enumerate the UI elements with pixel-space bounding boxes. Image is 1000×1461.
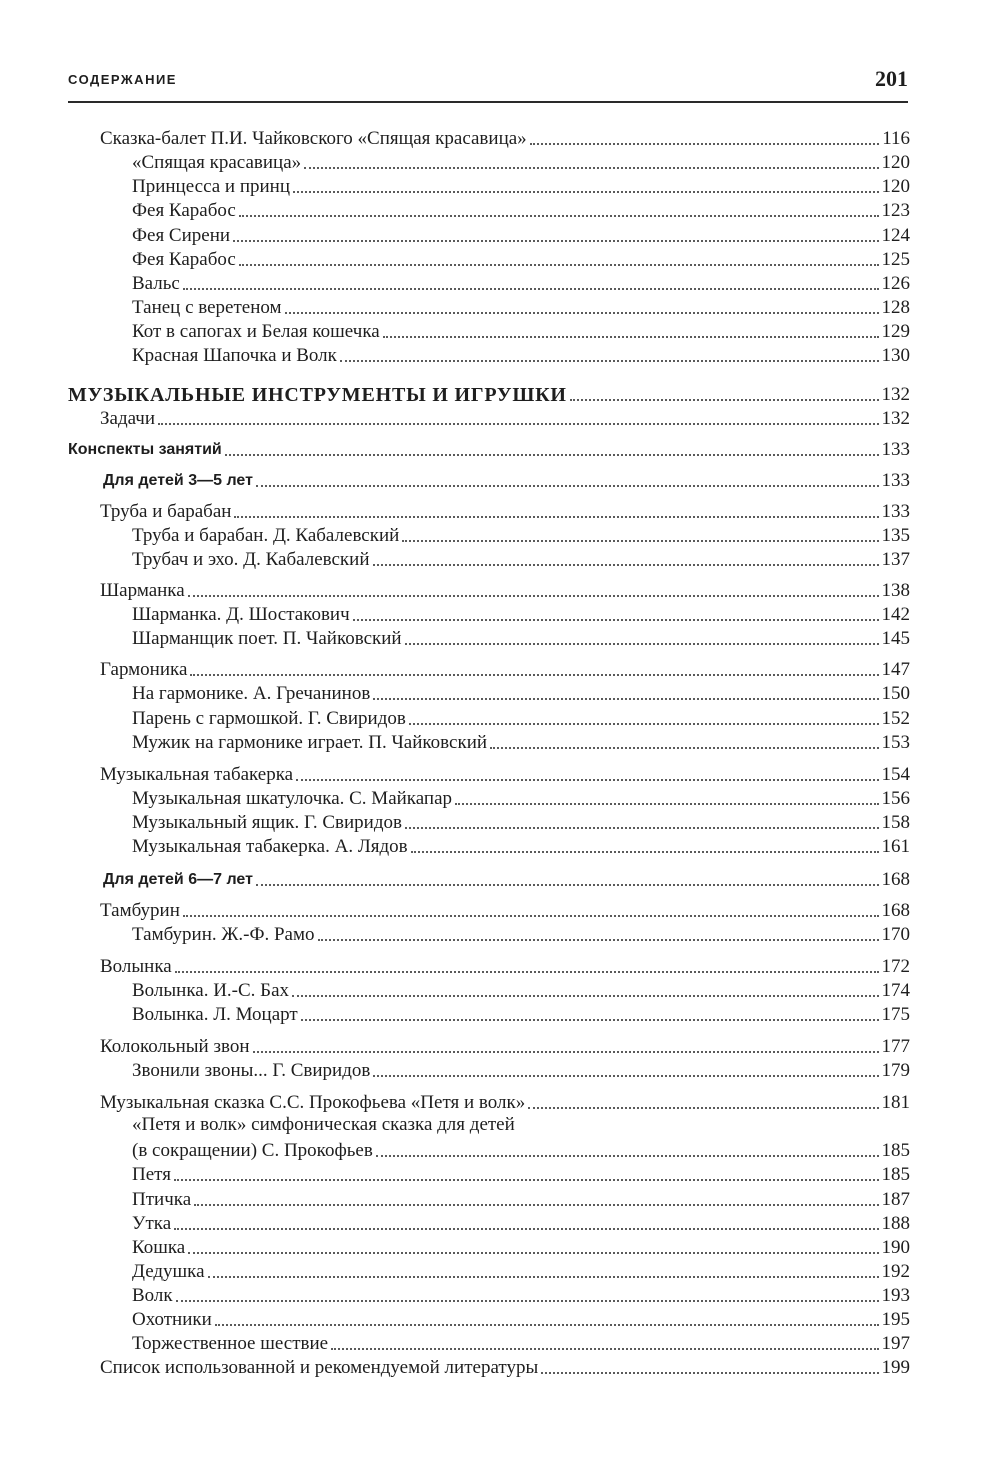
dot-leader <box>188 595 879 597</box>
toc-entry <box>132 343 910 367</box>
dot-leader <box>233 240 878 242</box>
toc-entry-page: 133 <box>881 501 910 522</box>
toc-entry <box>132 1211 910 1235</box>
toc-entry-page: 181 <box>881 1092 910 1113</box>
dot-leader <box>373 1075 878 1077</box>
toc-entry <box>100 898 910 922</box>
toc-entry-page: 168 <box>881 900 910 921</box>
dot-leader <box>528 1107 878 1109</box>
dot-leader <box>285 312 879 314</box>
dot-leader <box>292 995 878 997</box>
dot-leader <box>234 516 878 518</box>
toc-entry <box>132 1114 910 1138</box>
toc-entry-title: Музыкальная табакерка. А. Лядов <box>132 836 408 857</box>
dot-leader <box>158 423 878 425</box>
toc-entry <box>132 1002 910 1026</box>
toc-entry-page: 197 <box>881 1333 910 1354</box>
toc-entry <box>100 406 910 430</box>
toc-entry-page: 195 <box>881 1309 910 1330</box>
dot-leader <box>353 619 879 621</box>
dot-leader <box>318 939 879 941</box>
toc-entry-title: Охотники <box>132 1309 212 1330</box>
toc-entry-page: 193 <box>881 1285 910 1306</box>
page-number: 201 <box>875 66 908 91</box>
dot-leader <box>296 779 878 781</box>
toc-entry-title: Шарманка. Д. Шостакович <box>132 604 350 625</box>
dot-leader <box>239 264 879 266</box>
toc-entry-page: 132 <box>881 408 910 429</box>
toc-entry-title: Трубач и эхо. Д. Кабалевский <box>132 549 370 570</box>
dot-leader <box>253 1051 879 1053</box>
toc-entry-title: Торжественное шествие <box>132 1333 329 1354</box>
toc-subsection-heading <box>68 437 910 461</box>
toc-entry-title: «Петя и волк» симфоническая сказка для детей <box>132 1114 515 1135</box>
dot-leader <box>331 1348 878 1350</box>
toc-entry-title: Конспекты занятий <box>68 441 222 458</box>
toc-entry-title: Колокольный звон <box>100 1036 250 1057</box>
toc-entry-title: Шарманка <box>100 580 185 601</box>
dot-leader <box>373 564 879 566</box>
toc-entry-page: 156 <box>881 788 910 809</box>
toc-entry-page: 192 <box>881 1261 910 1282</box>
toc-entry-title: Петя <box>132 1164 171 1185</box>
dot-leader <box>490 747 878 749</box>
toc-entry-page: 158 <box>881 812 910 833</box>
toc-entry <box>100 954 910 978</box>
toc-entry-page: 137 <box>881 549 910 570</box>
toc-entry-title: Дедушка <box>132 1261 205 1282</box>
toc-entry-page: 124 <box>881 225 910 246</box>
toc-entry-page: 126 <box>881 273 910 294</box>
toc-entry-title: (в сокращении) С. Прокофьев <box>132 1140 373 1161</box>
toc-entry <box>132 681 910 705</box>
toc-entry <box>132 706 910 730</box>
toc-entry-title: Волынка <box>100 956 172 977</box>
dot-leader <box>340 360 879 362</box>
toc-entry <box>100 762 910 786</box>
toc-entry-title: Труба и барабан <box>100 501 232 522</box>
toc-entry <box>132 1187 910 1211</box>
toc-entry-page: 147 <box>881 659 910 680</box>
toc-entry-page: 168 <box>881 869 910 890</box>
toc-entry-page: 138 <box>881 580 910 601</box>
toc-entry <box>132 1331 910 1355</box>
toc-entry-page: 129 <box>881 321 910 342</box>
toc-entry-page: 120 <box>881 152 910 173</box>
dot-leader <box>373 698 878 700</box>
toc-entry <box>132 271 910 295</box>
dot-leader <box>174 1228 878 1230</box>
toc-entry <box>132 1162 910 1186</box>
toc-entry-title: МУЗЫКАЛЬНЫЕ ИНСТРУМЕНТЫ И ИГРУШКИ <box>68 384 567 406</box>
dot-leader <box>293 191 878 193</box>
toc-entry-title: Принцесса и принц <box>132 176 291 197</box>
dot-leader <box>208 1276 879 1278</box>
toc-entry-page: 185 <box>881 1140 910 1161</box>
toc-entry-title: Фея Карабос <box>132 200 236 221</box>
toc-entry-title: Музыкальная табакерка <box>100 764 294 785</box>
toc-entry-page: 199 <box>881 1357 910 1378</box>
toc-entry-title: «Спящая красавица» <box>132 152 302 173</box>
dot-leader <box>175 971 879 973</box>
toc-entry-page: 187 <box>881 1189 910 1210</box>
toc-entry-page: 152 <box>881 708 910 729</box>
toc-entry <box>100 1355 910 1379</box>
toc-entry <box>132 626 910 650</box>
toc-entry-page: 120 <box>881 176 910 197</box>
toc-entry-title: Шарманщик поет. П. Чайковский <box>132 628 402 649</box>
toc-entry <box>132 1307 910 1331</box>
dot-leader <box>190 674 878 676</box>
toc-entry-page: 177 <box>881 1036 910 1057</box>
dot-leader <box>541 1372 878 1374</box>
toc-entry-page: 128 <box>881 297 910 318</box>
toc-entry <box>100 578 910 602</box>
toc-entry <box>132 1235 910 1259</box>
dot-leader <box>174 1179 879 1181</box>
toc-entry-page: 135 <box>881 525 910 546</box>
toc-entry-page: 185 <box>881 1164 910 1185</box>
toc-entry-page: 142 <box>881 604 910 625</box>
toc-entry-page: 116 <box>882 128 910 149</box>
toc-entry-title: Мужик на гармонике играет. П. Чайковский <box>132 732 488 753</box>
toc-entry-page: 154 <box>881 764 910 785</box>
toc-entry-page: 161 <box>881 836 910 857</box>
toc-entry <box>132 922 910 946</box>
dot-leader <box>256 884 879 886</box>
toc-entry-title: Волынка. Л. Моцарт <box>132 1004 298 1025</box>
toc-entry-title: Музыкальная шкатулочка. С. Майкапар <box>132 788 453 809</box>
toc-entry <box>100 657 910 681</box>
toc-entry <box>132 1058 910 1082</box>
toc-entry <box>132 523 910 547</box>
toc-entry <box>132 174 910 198</box>
dot-leader <box>183 288 879 290</box>
dot-leader <box>194 1204 878 1206</box>
dot-leader <box>405 827 879 829</box>
dot-leader <box>405 643 879 645</box>
toc-entry-title: Для детей 6—7 лет <box>103 871 253 888</box>
toc-entry <box>132 547 910 571</box>
toc-age-heading <box>103 867 910 891</box>
dot-leader <box>225 454 879 456</box>
toc-section-heading <box>68 382 910 406</box>
toc-entry <box>132 1138 910 1162</box>
toc-entry <box>132 1283 910 1307</box>
toc-entry-title: Для детей 3—5 лет <box>103 472 253 489</box>
dot-leader <box>383 336 879 338</box>
toc-entry-page: 174 <box>881 980 910 1001</box>
dot-leader <box>570 399 879 401</box>
toc-entry <box>132 834 910 858</box>
toc-entry <box>100 126 910 150</box>
dot-leader <box>411 851 879 853</box>
toc-entry-title: Гармоника <box>100 659 188 680</box>
toc-entry-page: 123 <box>881 200 910 221</box>
toc-entry <box>100 1090 910 1114</box>
toc-entry-title: Музыкальный ящик. Г. Свиридов <box>132 812 402 833</box>
running-title: СОДЕРЖАНИЕ <box>68 72 177 87</box>
dot-leader <box>376 1155 879 1157</box>
dot-leader <box>455 803 878 805</box>
toc-entry-title: Птичка <box>132 1189 192 1210</box>
toc-entry <box>132 295 910 319</box>
toc-entry <box>100 1034 910 1058</box>
toc-entry <box>132 150 910 174</box>
dot-leader <box>409 723 879 725</box>
dot-leader <box>304 167 878 169</box>
toc-entry <box>132 198 910 222</box>
toc-entry-title: Красная Шапочка и Волк <box>132 345 337 366</box>
toc-entry <box>132 223 910 247</box>
toc-entry <box>132 810 910 834</box>
toc-entry-page: 125 <box>881 249 910 270</box>
toc-entry <box>132 602 910 626</box>
toc-entry-page: 130 <box>881 345 910 366</box>
toc-entry-title: Сказка-балет П.И. Чайковского «Спящая красавица» <box>100 128 527 149</box>
dot-leader <box>402 540 878 542</box>
toc-entry-title: Волк <box>132 1285 173 1306</box>
toc-entry-page: 172 <box>881 956 910 977</box>
toc-entry <box>132 247 910 271</box>
toc-entry-page: 190 <box>881 1237 910 1258</box>
toc-entry-page: 133 <box>881 470 910 491</box>
dot-leader <box>239 215 879 217</box>
toc-entry-title: Кот в сапогах и Белая кошечка <box>132 321 380 342</box>
toc-entry-title: На гармонике. А. Гречанинов <box>132 683 371 704</box>
toc-entry <box>132 1259 910 1283</box>
toc-entry-page: 188 <box>881 1213 910 1234</box>
dot-leader <box>256 485 879 487</box>
toc-age-heading <box>103 468 910 492</box>
toc-entry-title: Фея Карабос <box>132 249 236 270</box>
toc-entry-title: Музыкальная сказка С.С. Прокофьева «Петя и волк» <box>100 1092 526 1113</box>
toc-entry-page: 170 <box>881 924 910 945</box>
toc-entry <box>132 786 910 810</box>
toc-entry <box>100 499 910 523</box>
toc-entry-title: Звонили звоны... Г. Свиридов <box>132 1060 371 1081</box>
toc-entry-title: Список использованной и рекомендуемой литературы <box>100 1357 539 1378</box>
toc-entry-title: Вальс <box>132 273 180 294</box>
toc-entry-page: 175 <box>881 1004 910 1025</box>
toc-entry-title: Тамбурин. Ж.-Ф. Рамо <box>132 924 315 945</box>
toc-entry <box>132 978 910 1002</box>
toc-entry-page: 132 <box>881 384 910 405</box>
toc-entry-page: 133 <box>881 439 910 460</box>
toc-entry-title: Утка <box>132 1213 172 1234</box>
toc-entry <box>132 730 910 754</box>
toc-entry-page: 179 <box>881 1060 910 1081</box>
toc-entry-title: Парень с гармошкой. Г. Свиридов <box>132 708 406 729</box>
toc-entry-title: Задачи <box>100 408 156 429</box>
dot-leader <box>176 1300 879 1302</box>
toc-entry-title: Фея Сирени <box>132 225 231 246</box>
toc-entry-title: Танец с веретеном <box>132 297 282 318</box>
toc-entry-title: Волынка. И.-С. Бах <box>132 980 290 1001</box>
toc-entry-title: Труба и барабан. Д. Кабалевский <box>132 525 400 546</box>
toc-entry <box>132 319 910 343</box>
toc-entry-title: Кошка <box>132 1237 186 1258</box>
toc-entry-page: 145 <box>881 628 910 649</box>
toc-entry-title: Тамбурин <box>100 900 180 921</box>
dot-leader <box>215 1324 879 1326</box>
dot-leader <box>183 915 879 917</box>
dot-leader <box>188 1252 878 1254</box>
dot-leader <box>301 1019 879 1021</box>
toc-entry-page: 153 <box>881 732 910 753</box>
dot-leader <box>530 143 880 145</box>
toc-entry-page: 150 <box>881 683 910 704</box>
